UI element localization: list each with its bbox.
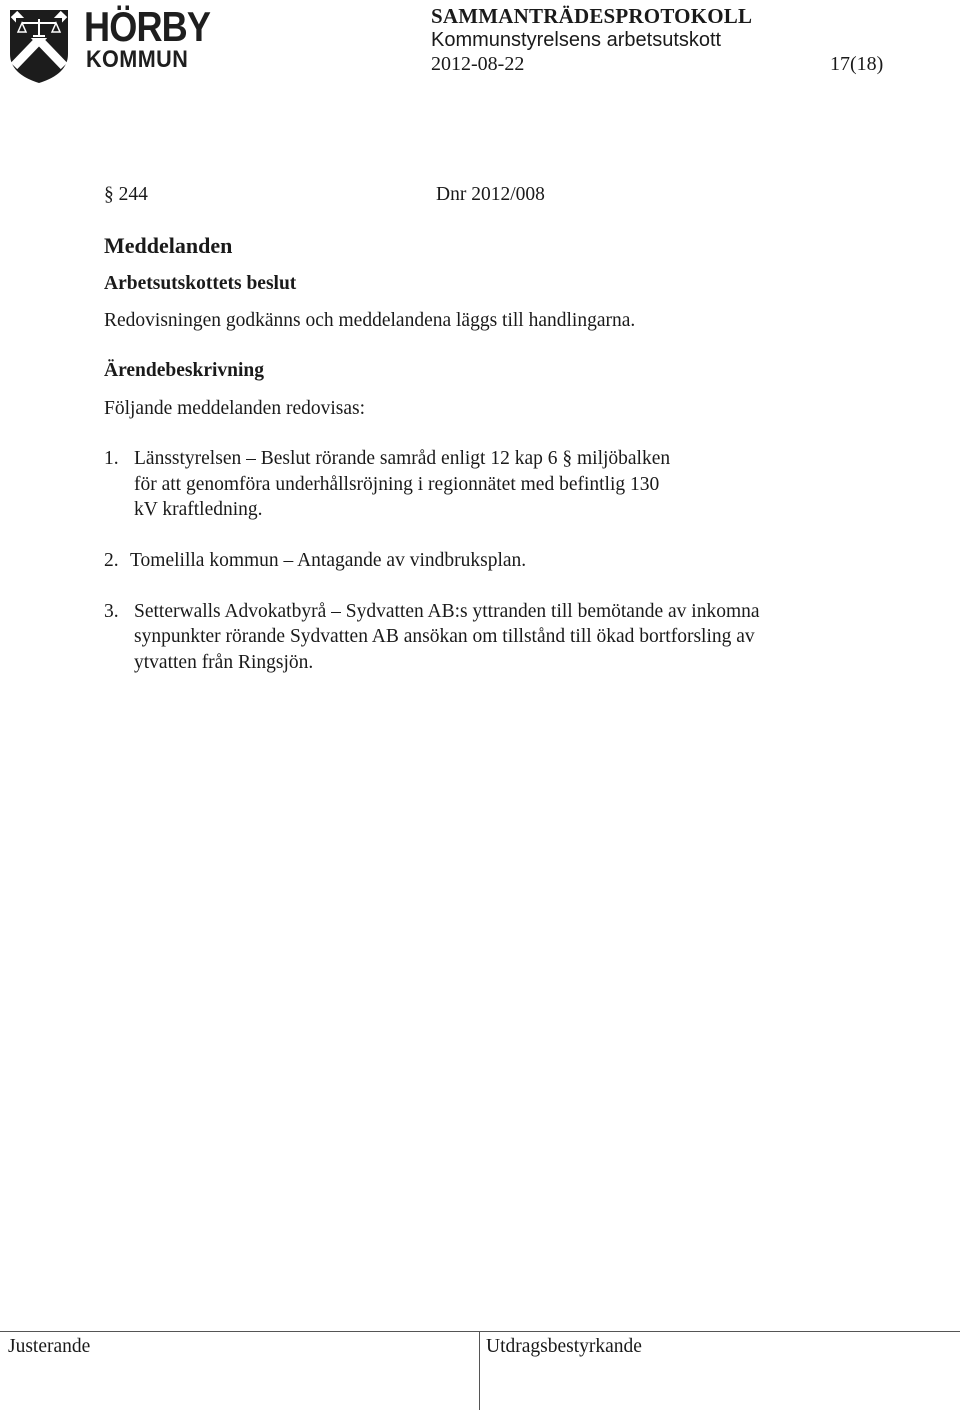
decision-heading: Arbetsutskottets beslut (104, 273, 297, 294)
logo-subtitle: KOMMUN (86, 46, 189, 73)
footer-rule (0, 1331, 960, 1332)
document-title: SAMMANTRÄDESPROTOKOLL (431, 4, 753, 28)
list-item-line: kV kraftledning. (134, 499, 263, 520)
list-item-number: 2. (104, 550, 119, 571)
section-number: § 244 (104, 184, 148, 205)
meeting-date: 2012-08-22 (431, 53, 525, 75)
list-item-line: Länsstyrelsen – Beslut rörande samråd enligt 12 kap 6 § miljöbalken (134, 448, 671, 469)
document-subtitle: Kommunstyrelsens arbetsutskott (431, 29, 722, 51)
municipality-logo (8, 3, 211, 84)
list-item-line: Tomelilla kommun – Antagande av vindbruksplan. (130, 550, 527, 571)
list-item-line: ytvatten från Ringsjön. (134, 652, 314, 673)
description-intro: Följande meddelanden redovisas: (104, 398, 366, 419)
signature-label-justerande: Justerande (8, 1336, 91, 1357)
coat-of-arms-icon (8, 8, 70, 84)
decision-text: Redovisningen godkänns och meddelandena läggs till handlingarna. (104, 310, 636, 331)
page-number: 17(18) (830, 53, 884, 75)
list-item-line: synpunkter rörande Sydvatten AB ansökan om tillstånd till ökad bortforsling av (134, 626, 755, 647)
footer-divider (479, 1331, 480, 1410)
list-item-line: för att genomföra underhållsröjning i regionnätet med befintlig 130 (134, 474, 660, 495)
logo-name: HÖRBY (84, 3, 211, 50)
description-heading: Ärendebeskrivning (104, 360, 264, 381)
section-title: Meddelanden (104, 233, 233, 258)
list-item-number: 3. (104, 601, 119, 622)
list-item-number: 1. (104, 448, 119, 469)
diary-number: Dnr 2012/008 (436, 184, 545, 205)
signature-label-utdragsbestyrkande: Utdragsbestyrkande (486, 1336, 642, 1357)
list-item-line: Setterwalls Advokatbyrå – Sydvatten AB:s yttranden till bemötande av inkomna (134, 601, 760, 622)
